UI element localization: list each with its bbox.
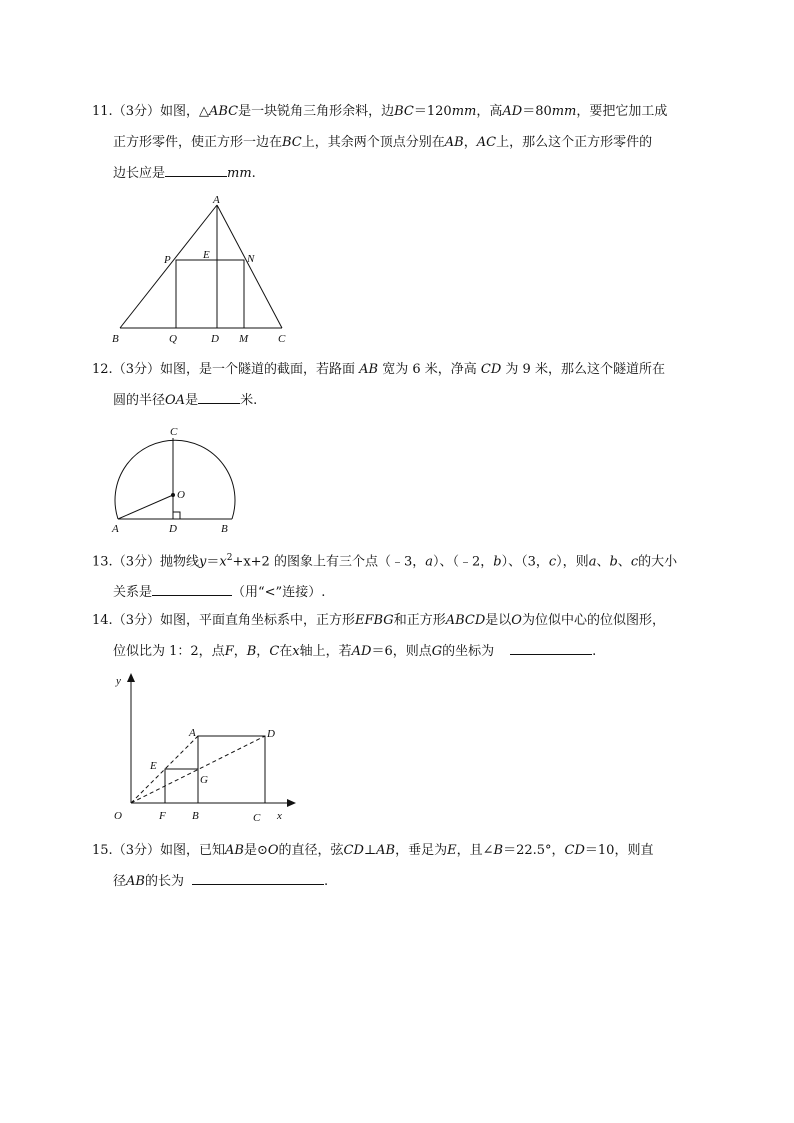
label-d: D [169, 523, 177, 535]
text: ）、（3， [501, 554, 549, 570]
text: . [323, 874, 329, 889]
answer-blank [152, 581, 232, 596]
question-11 [92, 96, 712, 189]
math-var: b [493, 554, 502, 570]
answer-blank [198, 389, 240, 404]
text: 如图，是一个隧道的截面，若路面 [159, 362, 355, 377]
line-ab [120, 205, 217, 328]
text: ，且∠ [456, 843, 494, 858]
label-q: Q [169, 333, 177, 345]
q13-line-2 [92, 577, 712, 608]
q11-line-2 [92, 127, 712, 158]
question-number: 14. [92, 613, 113, 628]
x-axis-arrow [287, 799, 296, 807]
text: 的长为 [144, 874, 184, 889]
math-var: BC [394, 104, 414, 119]
label-a: A [189, 727, 196, 739]
line-ac [217, 205, 282, 328]
text: ⊥ [363, 843, 377, 858]
math-unit: mm [227, 166, 252, 181]
math-var: c [548, 554, 557, 570]
text: 抛物线 [159, 554, 199, 570]
label-b: B [192, 810, 199, 822]
question-15 [92, 835, 712, 897]
label-c: C [278, 333, 286, 345]
q14-figure [106, 672, 306, 827]
right-angle-mark [173, 512, 180, 519]
label-y: y [116, 675, 121, 687]
y-axis-arrow [127, 673, 135, 682]
math-var: B [246, 644, 257, 659]
label-p: P [164, 254, 171, 266]
label-g: G [200, 774, 208, 786]
math-var: C [269, 644, 280, 659]
text: 轴上，若 [299, 644, 352, 659]
question-13 [92, 543, 712, 608]
text: 的大小 [638, 554, 678, 570]
exponent: 2 [226, 553, 233, 563]
q12-line-1 [92, 354, 712, 385]
text: 边长应是 [113, 166, 166, 181]
text: . [251, 166, 256, 181]
label-c: C [253, 812, 261, 824]
label-d: D [267, 728, 275, 740]
question-number: 13. [92, 554, 113, 570]
label-b: B [112, 333, 119, 345]
math-var: EFBG [354, 613, 394, 628]
text: ＝22.5°， [503, 843, 565, 858]
q14-line-2 [92, 636, 712, 667]
text: 米. [240, 393, 258, 408]
text: 宽为 6 米，净高 [382, 362, 477, 377]
math-var: BC [282, 135, 302, 150]
question-12 [92, 354, 712, 416]
text: 正方形零件，使正方形一边在 [113, 135, 283, 150]
q11-figure [110, 192, 300, 347]
label-o: O [177, 489, 185, 501]
math-var: OA [165, 393, 186, 408]
label-e: E [150, 760, 157, 772]
text: ＝6，则点 [371, 644, 432, 659]
center-point [171, 493, 175, 497]
question-number: 12. [92, 362, 113, 377]
text: 位似比为 1：2，点 [113, 644, 225, 659]
score-label: （3分） [112, 104, 160, 119]
label-b: B [221, 523, 228, 535]
math-var: x [292, 644, 300, 659]
square-efbg [165, 769, 198, 803]
text: ＝ [206, 554, 220, 570]
text: 为位似中心的位似图形， [521, 613, 665, 628]
math-var: CD [343, 843, 364, 858]
math-var: O [267, 843, 279, 858]
answer-blank [510, 640, 592, 655]
math-var: B [493, 843, 504, 858]
math-var: x [219, 554, 227, 570]
score-label: （3分） [112, 843, 160, 858]
text: 径 [113, 874, 127, 889]
text: ， [233, 644, 247, 659]
text: 为 9 米，那么这个隧道所在 [505, 362, 665, 377]
math-var: O [511, 613, 522, 628]
label-e: E [203, 249, 210, 261]
text: +x+2 的图象上有三个点（﹣3， [232, 554, 426, 570]
math-var: AC [476, 135, 497, 150]
text: 的直径，弦 [278, 843, 344, 858]
math-unit: mm [551, 104, 577, 119]
label-n: N [247, 253, 255, 265]
text: 的坐标为 [442, 644, 495, 659]
math-var: F [224, 644, 234, 659]
text: ），则 [556, 554, 589, 570]
math-var: G [431, 644, 443, 659]
label-x: x [277, 810, 282, 822]
q14-line-1 [92, 605, 712, 636]
q13-line-1 [92, 543, 712, 577]
math-var: AB [224, 843, 244, 858]
label-o: O [114, 810, 122, 822]
text: （用“<”连接）. [232, 585, 326, 601]
math-var: c [630, 554, 639, 570]
text: 是⊙ [243, 843, 268, 858]
text: 上，其余两个顶点分别在 [301, 135, 445, 150]
math-var: b [609, 554, 618, 570]
text: 和正方形 [393, 613, 446, 628]
math-var: a [425, 554, 433, 570]
text: 如图，已知 [159, 843, 225, 858]
label-a: A [213, 194, 220, 206]
text: 上，那么这个正方形零件的 [496, 135, 653, 150]
label-f: F [159, 810, 166, 822]
text: 如图，平面直角坐标系中，正方形 [159, 613, 355, 628]
math-var: AB [444, 135, 464, 150]
text: 如图，△ [159, 104, 209, 119]
text: 是一块锐角三角形余料，边 [238, 104, 395, 119]
math-var: y [198, 554, 207, 570]
q11-line-3 [92, 158, 712, 189]
math-var: AD [502, 104, 523, 119]
text: ，高 [476, 104, 503, 119]
question-number: 11. [92, 104, 113, 119]
math-var: ABCD [445, 613, 486, 628]
q11-line-1 [92, 96, 712, 127]
question-number: 15. [92, 843, 113, 858]
math-var: ABC [208, 104, 239, 119]
text: ）、（﹣2， [433, 554, 494, 570]
score-label: （3分） [112, 362, 160, 377]
q12-line-2 [92, 385, 712, 416]
math-var: E [447, 843, 457, 858]
text: 在 [279, 644, 293, 659]
text: ＝80 [522, 104, 552, 119]
text: ， [463, 135, 477, 150]
score-label: （3分） [112, 554, 160, 570]
label-m: M [239, 333, 249, 345]
score-label: （3分） [112, 613, 160, 628]
text: 是以 [485, 613, 512, 628]
text: ，要把它加工成 [576, 104, 668, 119]
q15-line-2 [92, 866, 712, 897]
math-unit: mm [451, 104, 477, 119]
tunnel-arc [115, 440, 235, 519]
text: 、 [596, 554, 610, 570]
math-var: AD [351, 644, 372, 659]
q15-line-1 [92, 835, 712, 866]
text: 圆的半径 [113, 393, 166, 408]
text: 、 [617, 554, 631, 570]
question-14 [92, 605, 712, 667]
math-var: AB [126, 874, 145, 889]
text: ＝10，则直 [584, 843, 654, 858]
label-a: A [112, 523, 119, 535]
square-abcd [198, 736, 265, 803]
math-var: CD [480, 362, 502, 377]
q12-figure [106, 424, 246, 536]
text: ， [256, 644, 270, 659]
label-c: C [170, 426, 178, 438]
answer-blank [192, 870, 324, 885]
text: . [592, 644, 597, 659]
label-d: D [211, 333, 219, 345]
math-var: AB [359, 362, 379, 377]
math-var: AB [376, 843, 396, 858]
text: ＝120 [413, 104, 452, 119]
text: 是 [185, 393, 199, 408]
text: 关系是 [113, 585, 153, 601]
math-var: a [588, 554, 597, 570]
line-oa [118, 495, 173, 519]
text: ，垂足为 [395, 843, 448, 858]
square-pqmn [176, 260, 244, 328]
math-var: CD [564, 843, 585, 858]
answer-blank [165, 162, 227, 177]
